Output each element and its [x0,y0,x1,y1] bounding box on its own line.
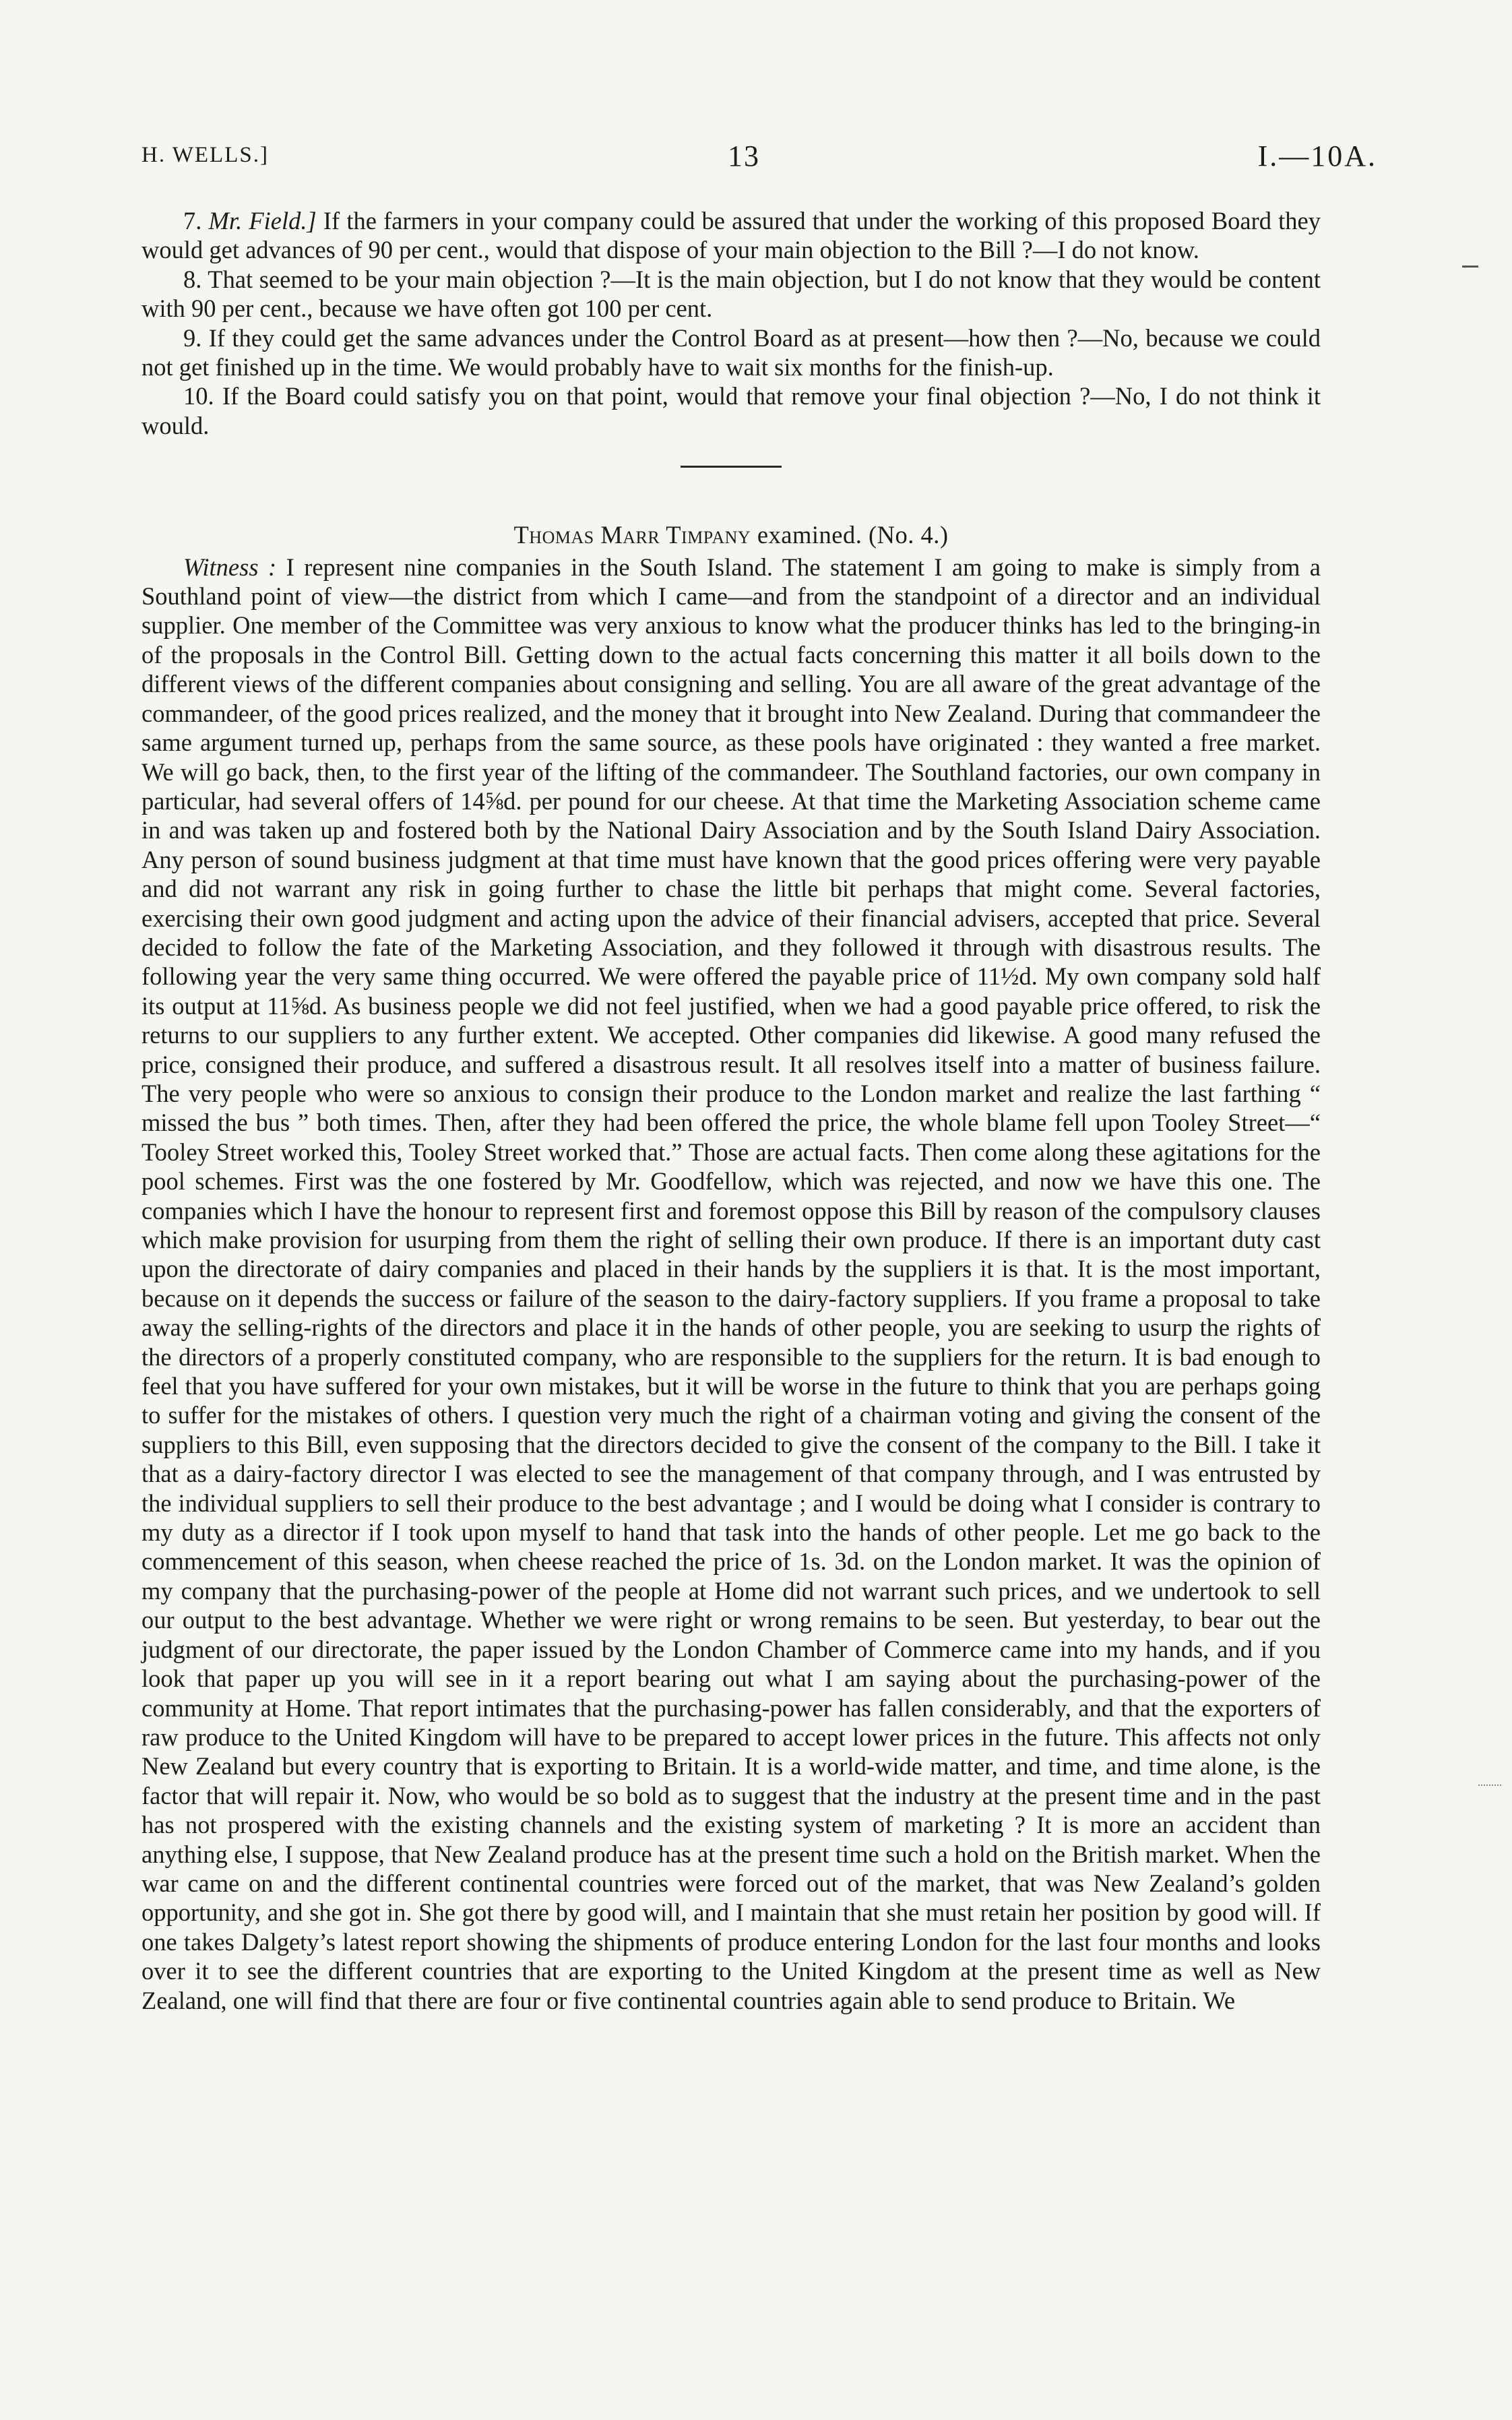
section-heading [141,520,1321,549]
question-text: If the Board could satisfy you on that point, would that remove your final objection ?—No, I do not think it would. [141,382,1321,439]
speaker-label: Mr. Field.] [208,207,317,235]
question-text: If they could get the same advances under the Control Board as at present—how then ?—No, because we could not get finished up in the time. We would probably have to wait six months for the finish-up. [141,323,1321,381]
page-header [141,139,1377,179]
document-reference: I.—10A. [1257,139,1377,173]
question-number: 8. [183,265,202,293]
witness-name: Thomas Marr Timpany [513,521,751,549]
question-text: If the farmers in your company could be assured that under the working of this proposed Board they would get advances of 90 per cent., would that dispose of your main objection to the Bill ?—I do not know. [141,207,1321,264]
witness-number: (No. 4.) [868,521,949,549]
witness-label: Witness : [183,553,277,581]
witness-statement-text: I represent nine companies in the South Island. The statement I am going to make is simply from a Southland point of view—the district from which I came—and from the standpoint of a director and an individual supplier. One member of the Committee was very anxious to know what the producer thinks has led to the bringing-in of the proposals in the Control Bill. Getting down to the actual facts concerning this matter it all boils down to the different views of the different companies about consigning and selling. You are all aware of the great advantage of the commandeer, of the good prices realized, and the money that it brought into New Zealand. During that commandeer the same argument turned up, perhaps from the same source, as these pools have originated : they wanted a free market. We will go back, then, to the first year of the lifting of the commandeer. The Southland factories, our own company in particular, had several offers of 14⅝d. per pound for our cheese. At that time the Marketing Association scheme came in and was taken up and fostered both by the National Dairy Association and by the South Island Dairy Association. Any person of sound business judgment at that time must have known that the good prices offering were very payable and did not warrant any risk in going further to chase the little bit perhaps that might come. Several factories, exercising their own good judgment and acting upon the advice of their financial advisers, accepted that price. Several decided to follow the fate of the Marketing Association, and they followed it through with disastrous results. The following year the very same thing occurred. We were offered the payable price of 11½d. My own company sold half its output at 11⅝d. As business people we did not feel justified, when we had a good payable price offered, to risk the returns to our suppliers to any further extent. We accepted. Other companies did likewise. A good many refused the price, consigned their produce, and suffered a disastrous result. It all resolves itself into a matter of business failure. The very people who were so anxious to consign their produce to the London market and realize the last farthing “ missed the bus ” both times. Then, after they had been offered the price, the whole blame fell upon Tooley Street—“ Tooley Street worked this, Tooley Street worked that.” Those are actual facts. Then come along these agitations for the pool schemes. First was the one fostered by Mr. Goodfellow, which was rejected, and now we have this one. The companies which I have the honour to represent first and foremost oppose this Bill by reason of the compulsory clauses which make provision for usurping from them the right of selling their own produce. If there is an important duty cast upon the directorate of dairy companies and placed in their hands by the suppliers it is that. It is the most important, because on it depends the success or failure of the season to the dairy-factory suppliers. If you frame a proposal to take away the selling-rights of the directors and place it in the hands of other people, you are seeking to usurp the rights of the directors of a properly constituted company, who are responsible to the suppliers for the return. It is bad enough to feel that you have suffered for your own mistakes, but it will be worse in the future to think that you are perhaps going to suffer for the mistakes of others. I question very much the right of a chairman voting and giving the consent of the suppliers to this Bill, even supposing that the directors decided to give the consent of the company to the Bill. I take it that as a dairy-factory director I was elected to see the management of that company through, and I was entrusted by the individual suppliers to sell their produce to the best advantage ; and I would be doing what I consider is contrary to my duty as a director if I took upon myself to hand that task into the hands of other people. Let me go back to the commencement of this season, when cheese reached the price of 1s. 3d. on the London market. It was the opinion of my company that the purchasing-power of the people at Home did not warrant such prices, and we undertook to sell our output to the best advantage. Whether we were right or wrong remains to be seen. But yesterday, to bear out the judgment of our directorate, the paper issued by the London Chamber of Commerce came into my hands, and if you look that paper up you will see in it a report bearing out what I am saying about the purchasing-power of the community at Home. That report intimates that the purchasing-power has fallen considerably, and that the exporters of raw produce to the United Kingdom will have to be prepared to accept lower prices in the future. This affects not only New Zealand but every country that is exporting to Britain. It is a world-wide matter, and time, and time alone, is the factor that will repair it. Now, who would be so bold as to suggest that the industry at the present time and in the past has not prospered with the existing channels and the existing system of marketing ? It is more an accident than anything else, I suppose, that New Zealand produce has at the present time such a hold on the British market. When the war came on and the different continental countries were forced out of the market, that was New Zealand’s golden opportunity, and she got in. She got there by good will, and I maintain that she must retain her position by good will. If one takes Dalgety’s latest report showing the shipments of produce entering London for the last four months and looks over it to see the different countries that are exporting to the United Kingdom at the present time as well as New Zealand, one will find that there are four or five continental countries again able to send produce to Britain. We [141,553,1321,2014]
margin-mark [1478,1785,1501,1786]
page-number: 13 [728,139,760,173]
question-7 [141,206,1321,265]
margin-mark [1462,266,1478,268]
document-body [141,206,1321,2015]
witness-statement [141,553,1321,2015]
question-9 [141,323,1321,382]
question-10 [141,381,1321,440]
question-text: That seemed to be your main objection ?—It is the main objection, but I do not know that they would be content with 90 per cent., because we have often got 100 per cent. [141,265,1321,323]
question-number: 9. [183,323,202,352]
section-divider [681,466,782,468]
question-number: 7. [183,207,202,235]
examined-label: examined. [757,521,862,549]
question-8 [141,265,1321,323]
question-number: 10. [183,382,214,410]
header-witness-name: H. WELLS.] [141,143,269,167]
